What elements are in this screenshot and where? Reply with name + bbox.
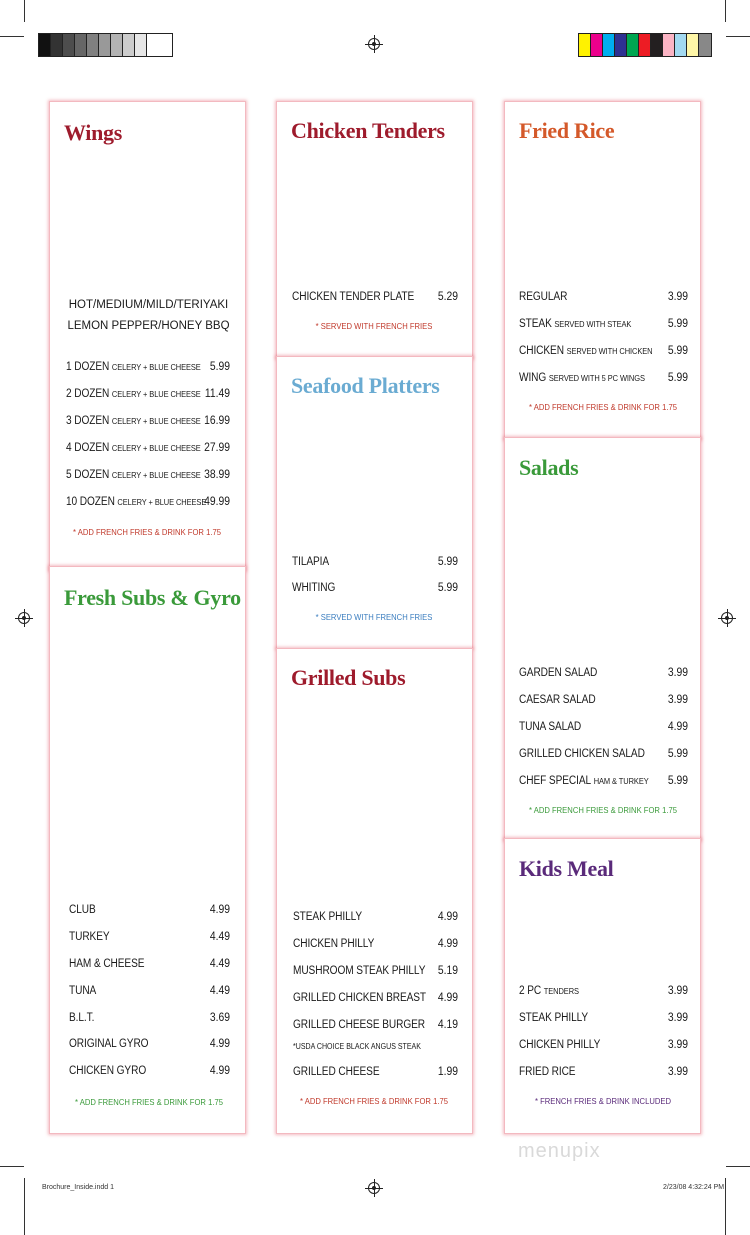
colorbar — [578, 33, 712, 57]
item-name: STEAK — [519, 318, 552, 330]
grilled-panel — [276, 648, 473, 1134]
menu-item — [293, 911, 362, 923]
watermark: menupix — [518, 1140, 601, 1162]
item-price: 4.49 — [209, 931, 230, 943]
item-name: HAM & CHEESE — [69, 958, 145, 970]
menu-item — [293, 1019, 425, 1031]
menu-item — [519, 694, 596, 706]
fried-rice-title: Fried Rice — [519, 118, 615, 143]
item-price: 11.49 — [204, 388, 230, 400]
item-name: 4 DOZEN — [66, 442, 110, 454]
fried-rice-panel — [504, 101, 701, 440]
item-price: 5.99 — [667, 318, 688, 330]
item-name: FRIED RICE — [519, 1066, 576, 1078]
item-price: 3.99 — [667, 985, 688, 997]
registration-mark-icon — [368, 1182, 380, 1194]
item-name: TURKEY — [69, 931, 110, 943]
item-name: 2 DOZEN — [66, 388, 110, 400]
footnote: * ADD FRENCH FRIES & DRINK FOR 1.75 — [73, 527, 221, 537]
item-price: 5.99 — [667, 345, 688, 357]
registration-mark-icon — [18, 612, 30, 624]
item-price: 4.99 — [209, 1038, 230, 1050]
item-price: 3.99 — [667, 291, 688, 303]
item-name: GRILLED CHEESE BURGER — [293, 1019, 425, 1031]
item-name: STEAK PHILLY — [519, 1012, 589, 1024]
menu-item — [66, 415, 201, 427]
footnote: * ADD FRENCH FRIES & DRINK FOR 1.75 — [75, 1097, 223, 1107]
item-name: GRILLED CHICKEN BREAST — [293, 992, 427, 1004]
menu-item — [519, 721, 581, 733]
footnote: * ADD FRENCH FRIES & DRINK FOR 1.75 — [529, 402, 677, 412]
menu-item — [519, 985, 579, 997]
crop-mark — [725, 1178, 726, 1235]
item-price: 3.99 — [667, 1012, 688, 1024]
item-desc: CELERY + BLUE CHEESE — [111, 362, 201, 372]
crop-mark — [725, 0, 726, 22]
menu-item — [519, 291, 567, 303]
item-price: 5.99 — [437, 556, 458, 568]
menu-item — [69, 1065, 146, 1077]
crop-mark — [0, 36, 24, 37]
menu-item — [519, 372, 645, 384]
item-price: 4.99 — [667, 721, 688, 733]
item-desc: SERVED WITH 5 PC WINGS — [548, 373, 645, 383]
footnote: * SERVED WITH FRENCH FRIES — [315, 612, 433, 622]
item-price: 5.99 — [209, 361, 230, 373]
item-desc: CELERY + BLUE CHEESE — [111, 443, 201, 453]
item-price: 1.99 — [437, 1066, 458, 1078]
item-desc: CELERY + BLUE CHEESE — [111, 389, 201, 399]
menu-item — [66, 496, 206, 508]
item-price: 3.69 — [209, 1012, 230, 1024]
item-desc: SERVED WITH CHICKEN — [566, 346, 653, 356]
menu-item — [519, 775, 649, 787]
item-desc: HAM & TURKEY — [593, 776, 649, 786]
item-price: 4.49 — [209, 958, 230, 970]
menu-item — [292, 556, 329, 568]
wings-flavors: HOT/MEDIUM/MILD/TERIYAKI — [68, 299, 229, 311]
item-desc: TENDERS — [543, 986, 579, 996]
item-price: 27.99 — [204, 442, 230, 454]
item-subnote: *USDA CHOICE BLACK ANGUS STEAK — [293, 1042, 421, 1051]
salads-title: Salads — [519, 455, 579, 480]
footnote: * FRENCH FRIES & DRINK INCLUDED — [534, 1096, 672, 1106]
menu-item — [519, 1066, 575, 1078]
item-name: REGULAR — [519, 291, 568, 303]
item-name: MUSHROOM STEAK PHILLY — [293, 965, 426, 977]
item-desc: SERVED WITH STEAK — [554, 319, 632, 329]
menu-item — [66, 442, 201, 454]
item-name: STEAK PHILLY — [293, 911, 363, 923]
kids-title: Kids Meal — [519, 856, 614, 881]
menu-item — [292, 291, 414, 303]
item-name: 10 DOZEN — [66, 496, 115, 508]
item-name: TILAPIA — [292, 556, 330, 568]
item-price: 4.99 — [437, 938, 458, 950]
item-price: 5.99 — [667, 775, 688, 787]
grilled-title: Grilled Subs — [291, 665, 406, 690]
footnote: * ADD FRENCH FRIES & DRINK FOR 1.75 — [300, 1096, 448, 1106]
menu-item — [69, 958, 144, 970]
item-price: 49.99 — [204, 496, 230, 508]
item-name: CHICKEN — [519, 345, 564, 357]
tenders-title: Chicken Tenders — [291, 118, 445, 143]
menu-item — [66, 388, 201, 400]
item-desc: CELERY + BLUE CHEESE — [117, 497, 207, 507]
item-price: 4.99 — [437, 911, 458, 923]
seafood-panel — [276, 356, 473, 649]
item-name: 2 PC — [519, 985, 542, 997]
menu-item — [519, 1012, 588, 1024]
item-name: 3 DOZEN — [66, 415, 110, 427]
item-name: CHICKEN PHILLY — [293, 938, 375, 950]
item-price: 4.49 — [209, 985, 230, 997]
crop-mark — [0, 1166, 24, 1167]
footer-file: Brochure_Inside.indd 1 — [42, 1184, 114, 1191]
menu-item — [293, 992, 426, 1004]
footnote: * ADD FRENCH FRIES & DRINK FOR 1.75 — [529, 805, 677, 815]
crop-mark — [726, 1166, 750, 1167]
seafood-title: Seafood Platters — [291, 373, 440, 398]
menu-item — [519, 318, 631, 330]
item-price: 3.99 — [667, 1066, 688, 1078]
wings-flavors: LEMON PEPPER/HONEY BBQ — [67, 320, 230, 332]
item-name: TUNA — [69, 985, 97, 997]
menu-item — [292, 582, 335, 594]
item-name: CHICKEN GYRO — [69, 1065, 147, 1077]
item-price: 4.99 — [209, 904, 230, 916]
menu-item — [293, 1066, 380, 1078]
item-price: 3.99 — [667, 667, 688, 679]
item-name: 5 DOZEN — [66, 469, 110, 481]
item-name: CHEF SPECIAL — [519, 775, 592, 787]
menu-item — [519, 1039, 600, 1051]
registration-mark-icon — [368, 38, 380, 50]
item-name: ORIGINAL GYRO — [69, 1038, 149, 1050]
menu-item — [293, 965, 425, 977]
item-name: WING — [519, 372, 547, 384]
item-name: WHITING — [292, 582, 336, 594]
item-price: 5.99 — [667, 748, 688, 760]
item-name: CHICKEN PHILLY — [519, 1039, 601, 1051]
menu-item — [69, 904, 96, 916]
wings-title: Wings — [64, 120, 123, 145]
item-name: B.L.T. — [69, 1012, 95, 1024]
item-price: 3.99 — [667, 1039, 688, 1051]
menu-item — [519, 748, 645, 760]
item-name: 1 DOZEN — [66, 361, 110, 373]
menu-item — [66, 469, 201, 481]
item-name: CHICKEN TENDER PLATE — [292, 291, 415, 303]
menu-item — [69, 1038, 148, 1050]
menu-item — [69, 931, 110, 943]
item-desc: CELERY + BLUE CHEESE — [111, 470, 201, 480]
menu-item — [69, 1012, 94, 1024]
footnote: * SERVED WITH FRENCH FRIES — [315, 321, 433, 331]
crop-mark — [726, 36, 750, 37]
menu-item — [66, 361, 201, 373]
item-price: 4.99 — [437, 992, 458, 1004]
menu-item — [293, 938, 374, 950]
item-name: CAESAR SALAD — [519, 694, 596, 706]
registration-mark-icon — [721, 612, 733, 624]
item-name: GARDEN SALAD — [519, 667, 598, 679]
item-price: 5.99 — [437, 582, 458, 594]
footer-date: 2/23/08 4:32:24 PM — [663, 1184, 725, 1191]
item-price: 3.99 — [667, 694, 688, 706]
item-price: 16.99 — [204, 415, 230, 427]
item-name: GRILLED CHICKEN SALAD — [519, 748, 645, 760]
menu-item — [519, 667, 597, 679]
menu-item — [69, 985, 96, 997]
item-name: TUNA SALAD — [519, 721, 582, 733]
item-price: 4.99 — [209, 1065, 230, 1077]
subs-gyro-title: Fresh Subs & Gyro — [64, 585, 241, 610]
crop-mark — [24, 1178, 25, 1235]
menu-item — [519, 345, 652, 357]
item-desc: CELERY + BLUE CHEESE — [111, 416, 201, 426]
grayscale-bar — [38, 33, 173, 57]
item-price: 5.19 — [437, 965, 458, 977]
item-name: GRILLED CHEESE — [293, 1066, 380, 1078]
crop-mark — [24, 0, 25, 22]
item-price: 38.99 — [204, 469, 230, 481]
item-price: 5.99 — [667, 372, 688, 384]
item-name: CLUB — [69, 904, 96, 916]
item-price: 4.19 — [437, 1019, 458, 1031]
item-price: 5.29 — [437, 291, 458, 303]
